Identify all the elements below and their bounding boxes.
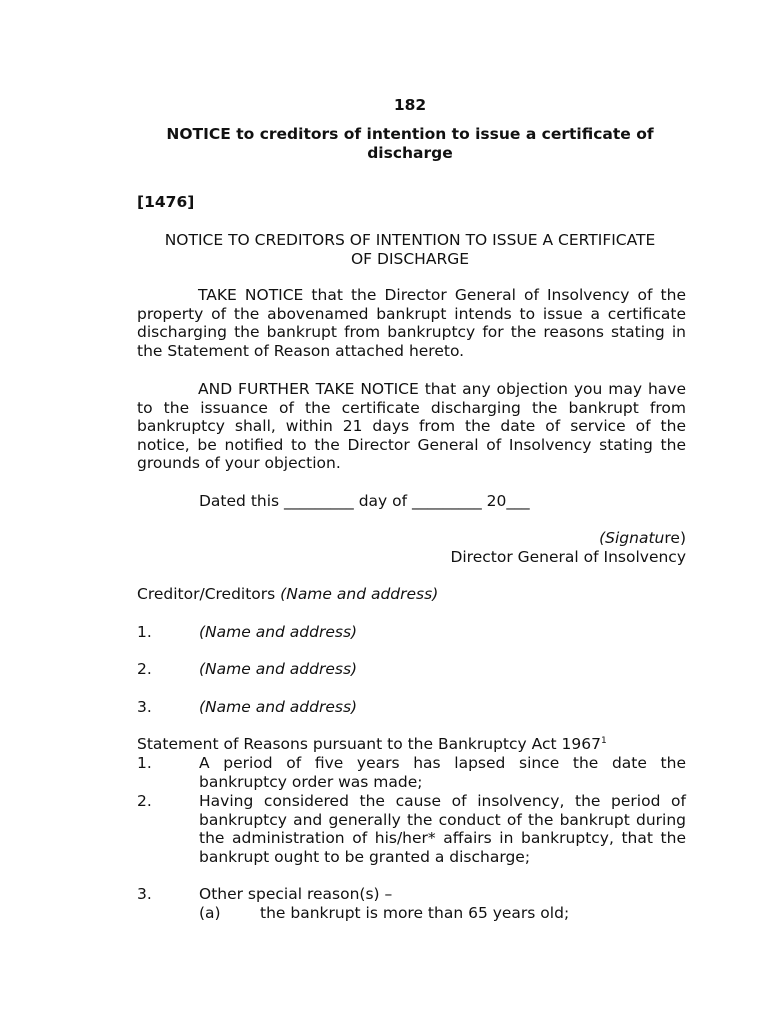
creditors-label-note: (Name and address) [280,585,439,603]
title-line-2: discharge [367,144,453,162]
creditor-entry: (Name and address) [199,623,358,641]
creditors-label: Creditor/Creditors [137,585,281,603]
signatory-title: Director General of Insolvency [450,548,686,566]
paragraph-take-notice: TAKE NOTICE that the Director General of Insolvency of the property of the abovenamed bankrupt intends to issue a certificate discharging the bankrupt from bankruptcy for the reasons stating in the Statement of Reason attached hereto. [137,286,686,360]
sub-reason-label: (a) [199,904,221,922]
reason-text: A period of five years has lapsed since the date the bankruptcy order was made; [199,754,686,791]
creditor-number: 3. [137,698,152,716]
statement-heading-text: Statement of Reasons pursuant to the Bankruptcy Act 1967 [137,735,601,753]
reason-number: 2. [137,792,152,810]
creditor-entry: (Name and address) [199,660,358,678]
heading-line-2: OF DISCHARGE [350,250,470,268]
footnote-reference: 1 [600,735,607,746]
creditor-entry: (Name and address) [199,698,358,716]
paragraph-further-notice: AND FURTHER TAKE NOTICE that any objection you may have to the issuance of the certificate discharging the bankrupt from bankruptcy shall, within 21 days from the date of service of the notice, be notified to the Director General of Insolvency stating the grounds of your objection. [137,380,686,473]
heading-line-1: NOTICE TO CREDITORS OF INTENTION TO ISSUE A CERTIFICATE [164,231,656,249]
sub-reason-text: the bankrupt is more than 65 years old; [260,904,570,922]
reason-number: 3. [137,885,152,903]
dated-line: Dated this _________ day of _________ 20___ [199,492,530,510]
reason-text: Having considered the cause of insolvency, the period of bankruptcy and generally the conduct of the bankrupt during the administration of his/her* affairs in bankruptcy, that the bankrupt ought to be granted a discharge; [199,792,686,866]
creditors-heading [137,585,438,604]
reason-number: 1. [137,754,152,772]
page-number: 182 [393,96,427,114]
title-line-1: NOTICE to creditors of intention to issue a certificate of [166,125,654,143]
creditor-number: 2. [137,660,152,678]
creditor-number: 1. [137,623,152,641]
reason-text: Other special reason(s) – [199,885,393,903]
statement-heading [137,735,607,754]
signature-label: (Signatu [599,529,665,547]
signature-label-tail: re) [664,529,686,547]
signature-line [599,529,686,548]
form-number: [1476] [137,193,195,211]
